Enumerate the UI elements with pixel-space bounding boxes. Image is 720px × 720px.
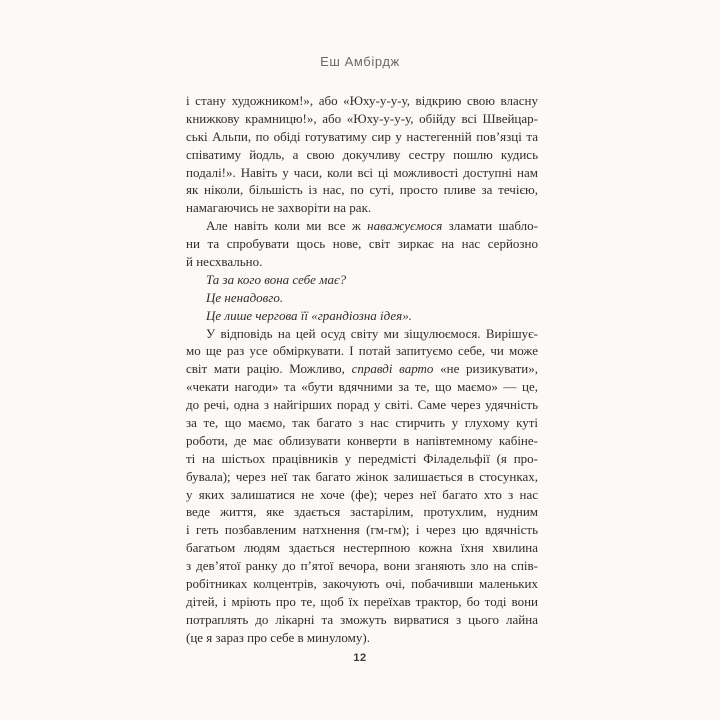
text-line	[186, 539, 538, 557]
text-line	[186, 110, 538, 128]
text-segment: дітей, і мріють про те, щоб їх переїхав трактор, бо тоді вони	[186, 593, 538, 609]
text-segment: роботи, де має облизувати конверти в напівтемному кабіне-	[186, 432, 538, 448]
text-segment: намагаючись не захворіти на рак.	[186, 200, 372, 216]
text-segment: подалі!». Навіть у часи, коли всі ці можливості доступні нам	[186, 164, 538, 180]
text-line	[186, 146, 538, 164]
text-segment: (це я зараз про себе в минулому).	[186, 629, 370, 645]
text-segment: потраплять до лікарні та зможуть вирватися з цього лайна	[186, 611, 538, 627]
text-segment: бувала); через неї так багато жінок залишається в стосунках,	[186, 468, 538, 484]
text-segment: «не ризикувати»,	[433, 361, 538, 377]
text-line	[186, 557, 538, 575]
text-segment: і стану художником!», або «Юху-у-у-у, відкрию свою власну	[186, 93, 538, 108]
text-segment: Це лише чергова її «грандіозна ідея».	[206, 307, 412, 323]
text-segment: ті на шістьох працівників у передмісті Філадельфії (я про-	[186, 450, 538, 466]
text-segment: наважуємося	[367, 218, 443, 234]
text-line	[186, 360, 538, 378]
text-line	[186, 414, 538, 432]
text-line	[186, 164, 538, 182]
text-segment: книжкову крамницю!», або «Юху-у-у-у, обійду всі Швейцар-	[186, 110, 538, 126]
text-segment: як ніколи, більшість із нас, по суті, просто пливе за течією,	[186, 182, 538, 198]
text-segment: Це ненадовго.	[206, 289, 284, 305]
text-line	[186, 396, 538, 414]
text-segment: робітниках колцентрів, закочують очі, побачивши маленьких	[186, 576, 538, 592]
text-line	[186, 235, 538, 253]
text-segment: У відповідь на цей осуд світу ми зіщулюємося. Вирішує-	[206, 325, 538, 341]
text-segment: багатьом людям здається нестерпною кожна їхня хвилина	[186, 540, 538, 556]
text-segment: з дев’ятої ранку до п’ятої вечора, вони зганяють зло на спів-	[186, 558, 538, 574]
text-segment: за те, що маємо, так багато з нас стирчить у глухому куті	[186, 415, 538, 431]
text-line	[186, 611, 538, 629]
text-segment: й несхвально.	[186, 254, 263, 270]
text-segment: Та за кого вона себе має?	[206, 271, 347, 287]
text-line	[186, 128, 538, 146]
text-segment: зламати шабло-	[442, 218, 538, 234]
text-segment: у яких залишатися не хоче (фе); через неї багато хто з нас	[186, 486, 538, 502]
text-line	[186, 450, 538, 468]
text-line	[186, 486, 538, 504]
text-segment: мо ще раз усе обміркувати. І потай запитуємо себе, чи може	[186, 343, 538, 359]
text-segment: веде життя, яке здається застарілим, протухлим, нудним	[186, 504, 538, 520]
text-line	[186, 325, 538, 343]
text-segment: і геть позбавленим натхнення (гм-гм); і через цю вдячність	[186, 522, 538, 538]
text-line	[186, 92, 538, 110]
text-segment: світ мати рацію. Можливо,	[186, 361, 352, 377]
text-segment: до речі, одна з найгірших порад у світі. Саме через удячність	[186, 397, 538, 413]
text-segment: співатиму йодль, а свою докучливу сестру пошлю кудись	[186, 146, 538, 162]
text-line	[186, 432, 538, 450]
page-number: 12	[353, 651, 367, 664]
text-line	[186, 307, 538, 325]
text-line	[186, 593, 538, 611]
text-line	[186, 575, 538, 593]
text-block	[186, 92, 538, 647]
text-segment: ни та спробувати щось нове, світ зиркає на нас серйозно	[186, 236, 538, 252]
text-line	[186, 521, 538, 539]
text-segment: справді варто	[351, 361, 434, 377]
text-line	[186, 181, 538, 199]
running-header-author: Еш Амбірдж	[320, 54, 400, 69]
text-line	[186, 199, 538, 217]
text-line	[186, 217, 538, 235]
text-line	[186, 378, 538, 396]
text-segment: «чекати нагоди» та «бути вдячними за те, що маємо» — це,	[186, 379, 538, 395]
text-line	[186, 271, 538, 289]
text-line	[186, 503, 538, 521]
text-line	[186, 342, 538, 360]
text-line	[186, 253, 538, 271]
text-line	[186, 289, 538, 307]
text-segment: Але навіть коли ми все ж	[206, 218, 368, 234]
text-line	[186, 468, 538, 486]
text-segment: ські Альпи, по обіді готуватиму сир у настегенній пов’язці та	[186, 128, 538, 144]
text-line	[186, 629, 538, 647]
